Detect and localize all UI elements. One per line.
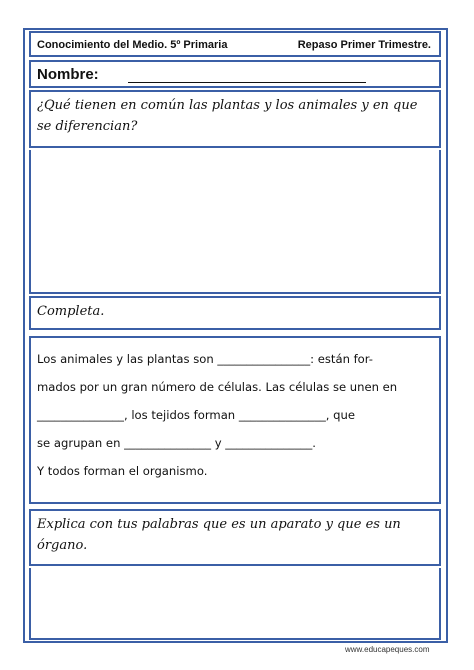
fill-in-line: Y todos forman el organismo.: [37, 464, 208, 478]
name-label: Nombre:: [37, 66, 99, 83]
name-input-line[interactable]: [128, 82, 366, 83]
subject-title: Conocimiento del Medio. 5º Primaria: [37, 39, 228, 51]
name-row: [29, 60, 441, 88]
footer-site: www.educapeques.com: [345, 645, 430, 654]
answer-area-1[interactable]: [29, 150, 441, 294]
fill-in-exercise: [29, 336, 441, 504]
fill-in-text: [37, 345, 431, 485]
header-bar: [29, 31, 441, 57]
fill-in-line: _______________, los tejidos forman _______________, que: [37, 408, 355, 422]
fill-in-line: Los animales y las plantas son ________________: están for-: [37, 352, 373, 366]
question-2-text: Completa.: [37, 304, 105, 319]
question-1: [29, 90, 441, 148]
question-3-text: Explica con tus palabras que es un aparato y que es un órgano.: [37, 517, 401, 553]
question-3: [29, 509, 441, 566]
fill-in-line: se agrupan en _______________ y _______________.: [37, 436, 316, 450]
fill-in-line: mados por un gran número de células. Las células se unen en: [37, 380, 398, 394]
answer-area-3[interactable]: [29, 568, 441, 640]
question-2: [29, 296, 441, 330]
question-1-text: ¿Qué tienen en común las plantas y los animales y en que se diferencian?: [37, 98, 418, 134]
worksheet-title: Repaso Primer Trimestre.: [297, 39, 431, 51]
